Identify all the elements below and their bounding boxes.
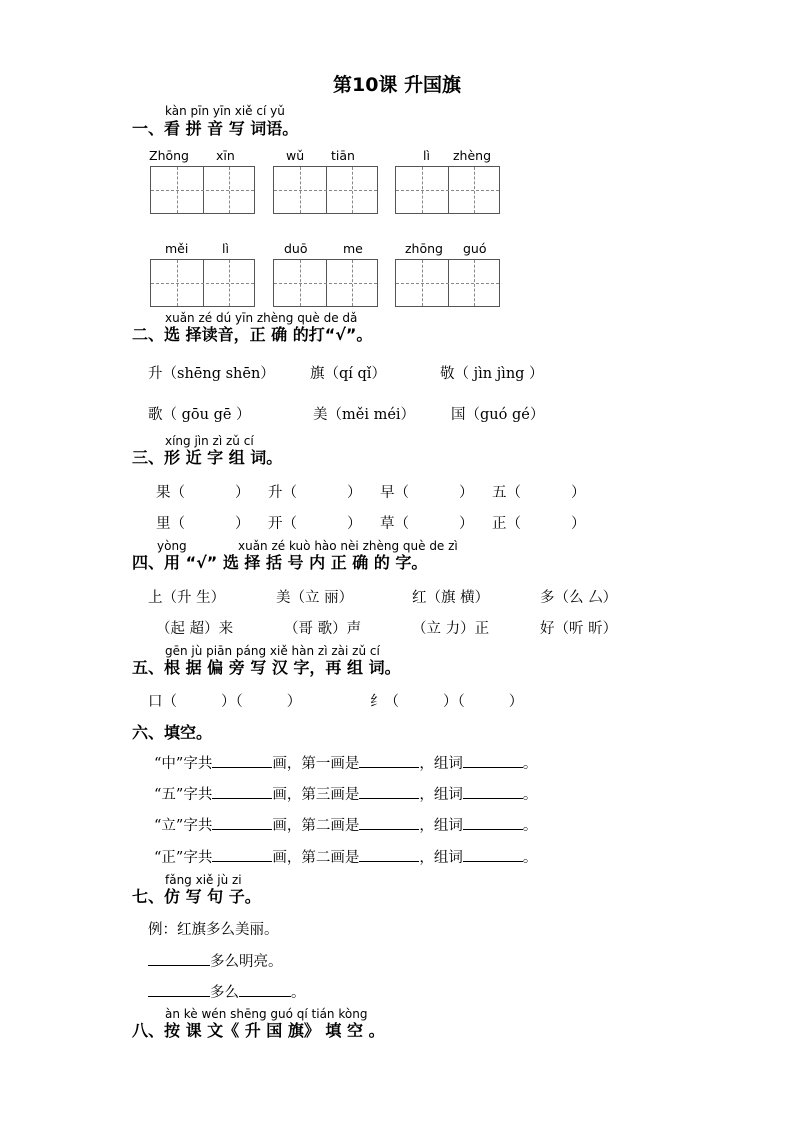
s3-item-4[interactable]: 五（ ） (492, 485, 586, 501)
s7-heading: 七、仿 写 句 子。 (132, 887, 261, 906)
s4-item-7[interactable]: （立 力）正 (412, 621, 490, 637)
grid5-pinyin1: duō (284, 241, 308, 256)
writing-grid-3[interactable] (395, 166, 500, 214)
s2-item-5[interactable]: 美（měi méi） (313, 407, 416, 423)
s3-heading: 三、形 近 字 组 词。 (132, 448, 283, 467)
fill-blank[interactable] (212, 815, 272, 830)
grid1-pinyin1: Zhōng (149, 148, 189, 163)
s1-heading: 一、看 拼 音 写 词语。 (132, 119, 299, 138)
grid5-pinyin2: me (343, 241, 363, 256)
s8-pinyin: àn kè wén shēng guó qí tián kòng (165, 1007, 368, 1021)
grid4-pinyin1: měi (165, 241, 189, 256)
s5-heading: 五、根 据 偏 旁 写 汉 字，再 组 词。 (132, 658, 401, 677)
s3-item-1[interactable]: 果（ ） (156, 485, 250, 501)
writing-grid-4[interactable] (150, 259, 255, 307)
fill-blank[interactable] (463, 784, 523, 799)
s4-item-3[interactable]: 红（旗 横） (412, 590, 490, 606)
fill-blank[interactable] (359, 753, 419, 768)
s2-item-6[interactable]: 国（guó gé） (451, 407, 545, 423)
fill-blank[interactable] (463, 815, 523, 830)
grid2-pinyin1: wǔ (286, 148, 305, 163)
fill-blank[interactable] (463, 847, 523, 862)
s3-item-5[interactable]: 里（ ） (156, 516, 250, 532)
s6-heading: 六、填空。 (132, 723, 213, 742)
fill-blank[interactable] (148, 951, 210, 966)
s2-item-1[interactable]: 升（shēng shēn） (148, 366, 275, 382)
s4-item-5[interactable]: （起 超）来 (156, 621, 234, 637)
s4-item-6[interactable]: （哥 歌）声 (284, 621, 362, 637)
s4-item-4[interactable]: 多（么 厶） (540, 590, 618, 606)
fill-blank[interactable] (359, 784, 419, 799)
s3-pinyin: xíng jìn zì zǔ cí (165, 434, 254, 448)
s7-line-1: 多么明亮。 (148, 950, 283, 971)
s6-row-2: “五”字共 画，第三画是 ，组词 。 (154, 783, 537, 804)
fill-blank[interactable] (148, 982, 210, 997)
s1-pinyin: kàn pīn yīn xiě cí yǔ (165, 104, 285, 118)
s2-item-3[interactable]: 敬（ jìn jìng ） (440, 366, 544, 382)
s3-item-6[interactable]: 开（ ） (268, 516, 362, 532)
grid6-pinyin2: guó (463, 241, 487, 256)
s2-item-4[interactable]: 歌（ gōu gē ） (148, 407, 251, 423)
s4-heading: 四、用 “√” 选 择 括 号 内 正 确 的 字。 (132, 553, 428, 572)
fill-blank[interactable] (359, 847, 419, 862)
writing-grid-5[interactable] (273, 259, 378, 307)
fill-blank[interactable] (359, 815, 419, 830)
fill-blank[interactable] (212, 784, 272, 799)
grid4-pinyin2: lì (222, 241, 229, 256)
fill-blank[interactable] (463, 753, 523, 768)
s4-pinyin-a: yòng (157, 539, 187, 553)
s2-pinyin: xuǎn zé dú yīn zhèng què de dǎ (165, 311, 358, 325)
page-title: 第10课 升国旗 (332, 74, 462, 96)
s5-item-1[interactable]: 口（ ）（ ） (148, 694, 302, 710)
s4-item-1[interactable]: 上（升 生） (148, 590, 226, 606)
s5-pinyin: gēn jù piān páng xiě hàn zì zài zǔ cí (165, 644, 380, 658)
s3-item-7[interactable]: 草（ ） (380, 516, 474, 532)
grid2-pinyin2: tiān (331, 148, 355, 163)
s6-row-4: “正”字共 画，第二画是 ，组词 。 (154, 846, 537, 867)
s7-line-2: 多么 。 (148, 981, 306, 1002)
writing-grid-6[interactable] (395, 259, 500, 307)
fill-blank[interactable] (239, 982, 291, 997)
writing-grid-2[interactable] (273, 166, 378, 214)
s6-row-3: “立”字共 画，第二画是 ，组词 。 (154, 814, 537, 835)
s3-item-2[interactable]: 升（ ） (268, 485, 362, 501)
s3-item-8[interactable]: 正（ ） (492, 516, 586, 532)
s6-row-1: “中”字共 画，第一画是 ，组词 。 (154, 752, 537, 773)
s8-heading: 八、按 课 文《 升 国 旗》 填 空 。 (132, 1021, 385, 1040)
s4-item-8[interactable]: 好（听 昕） (540, 621, 618, 637)
fill-blank[interactable] (212, 847, 272, 862)
grid3-pinyin1: lì (423, 148, 430, 163)
s2-item-2[interactable]: 旗（qí qǐ） (310, 366, 386, 382)
grid1-pinyin2: xīn (216, 148, 235, 163)
s7-example: 例：红旗多么美丽。 (148, 922, 279, 938)
grid3-pinyin2: zhèng (453, 148, 492, 163)
s7-pinyin: fǎng xiě jù zi (165, 873, 242, 887)
s3-item-3[interactable]: 早（ ） (380, 485, 474, 501)
fill-blank[interactable] (212, 753, 272, 768)
s2-heading: 二、选 择读音，正 确 的打“√”。 (132, 325, 373, 344)
grid6-pinyin1: zhōng (405, 241, 443, 256)
writing-grid-1[interactable] (150, 166, 255, 214)
s5-item-2[interactable]: 纟（ ）（ ） (370, 694, 524, 710)
s4-pinyin-b: xuǎn zé kuò hào nèi zhèng què de zì (238, 539, 458, 553)
s4-item-2[interactable]: 美（立 丽） (276, 590, 354, 606)
